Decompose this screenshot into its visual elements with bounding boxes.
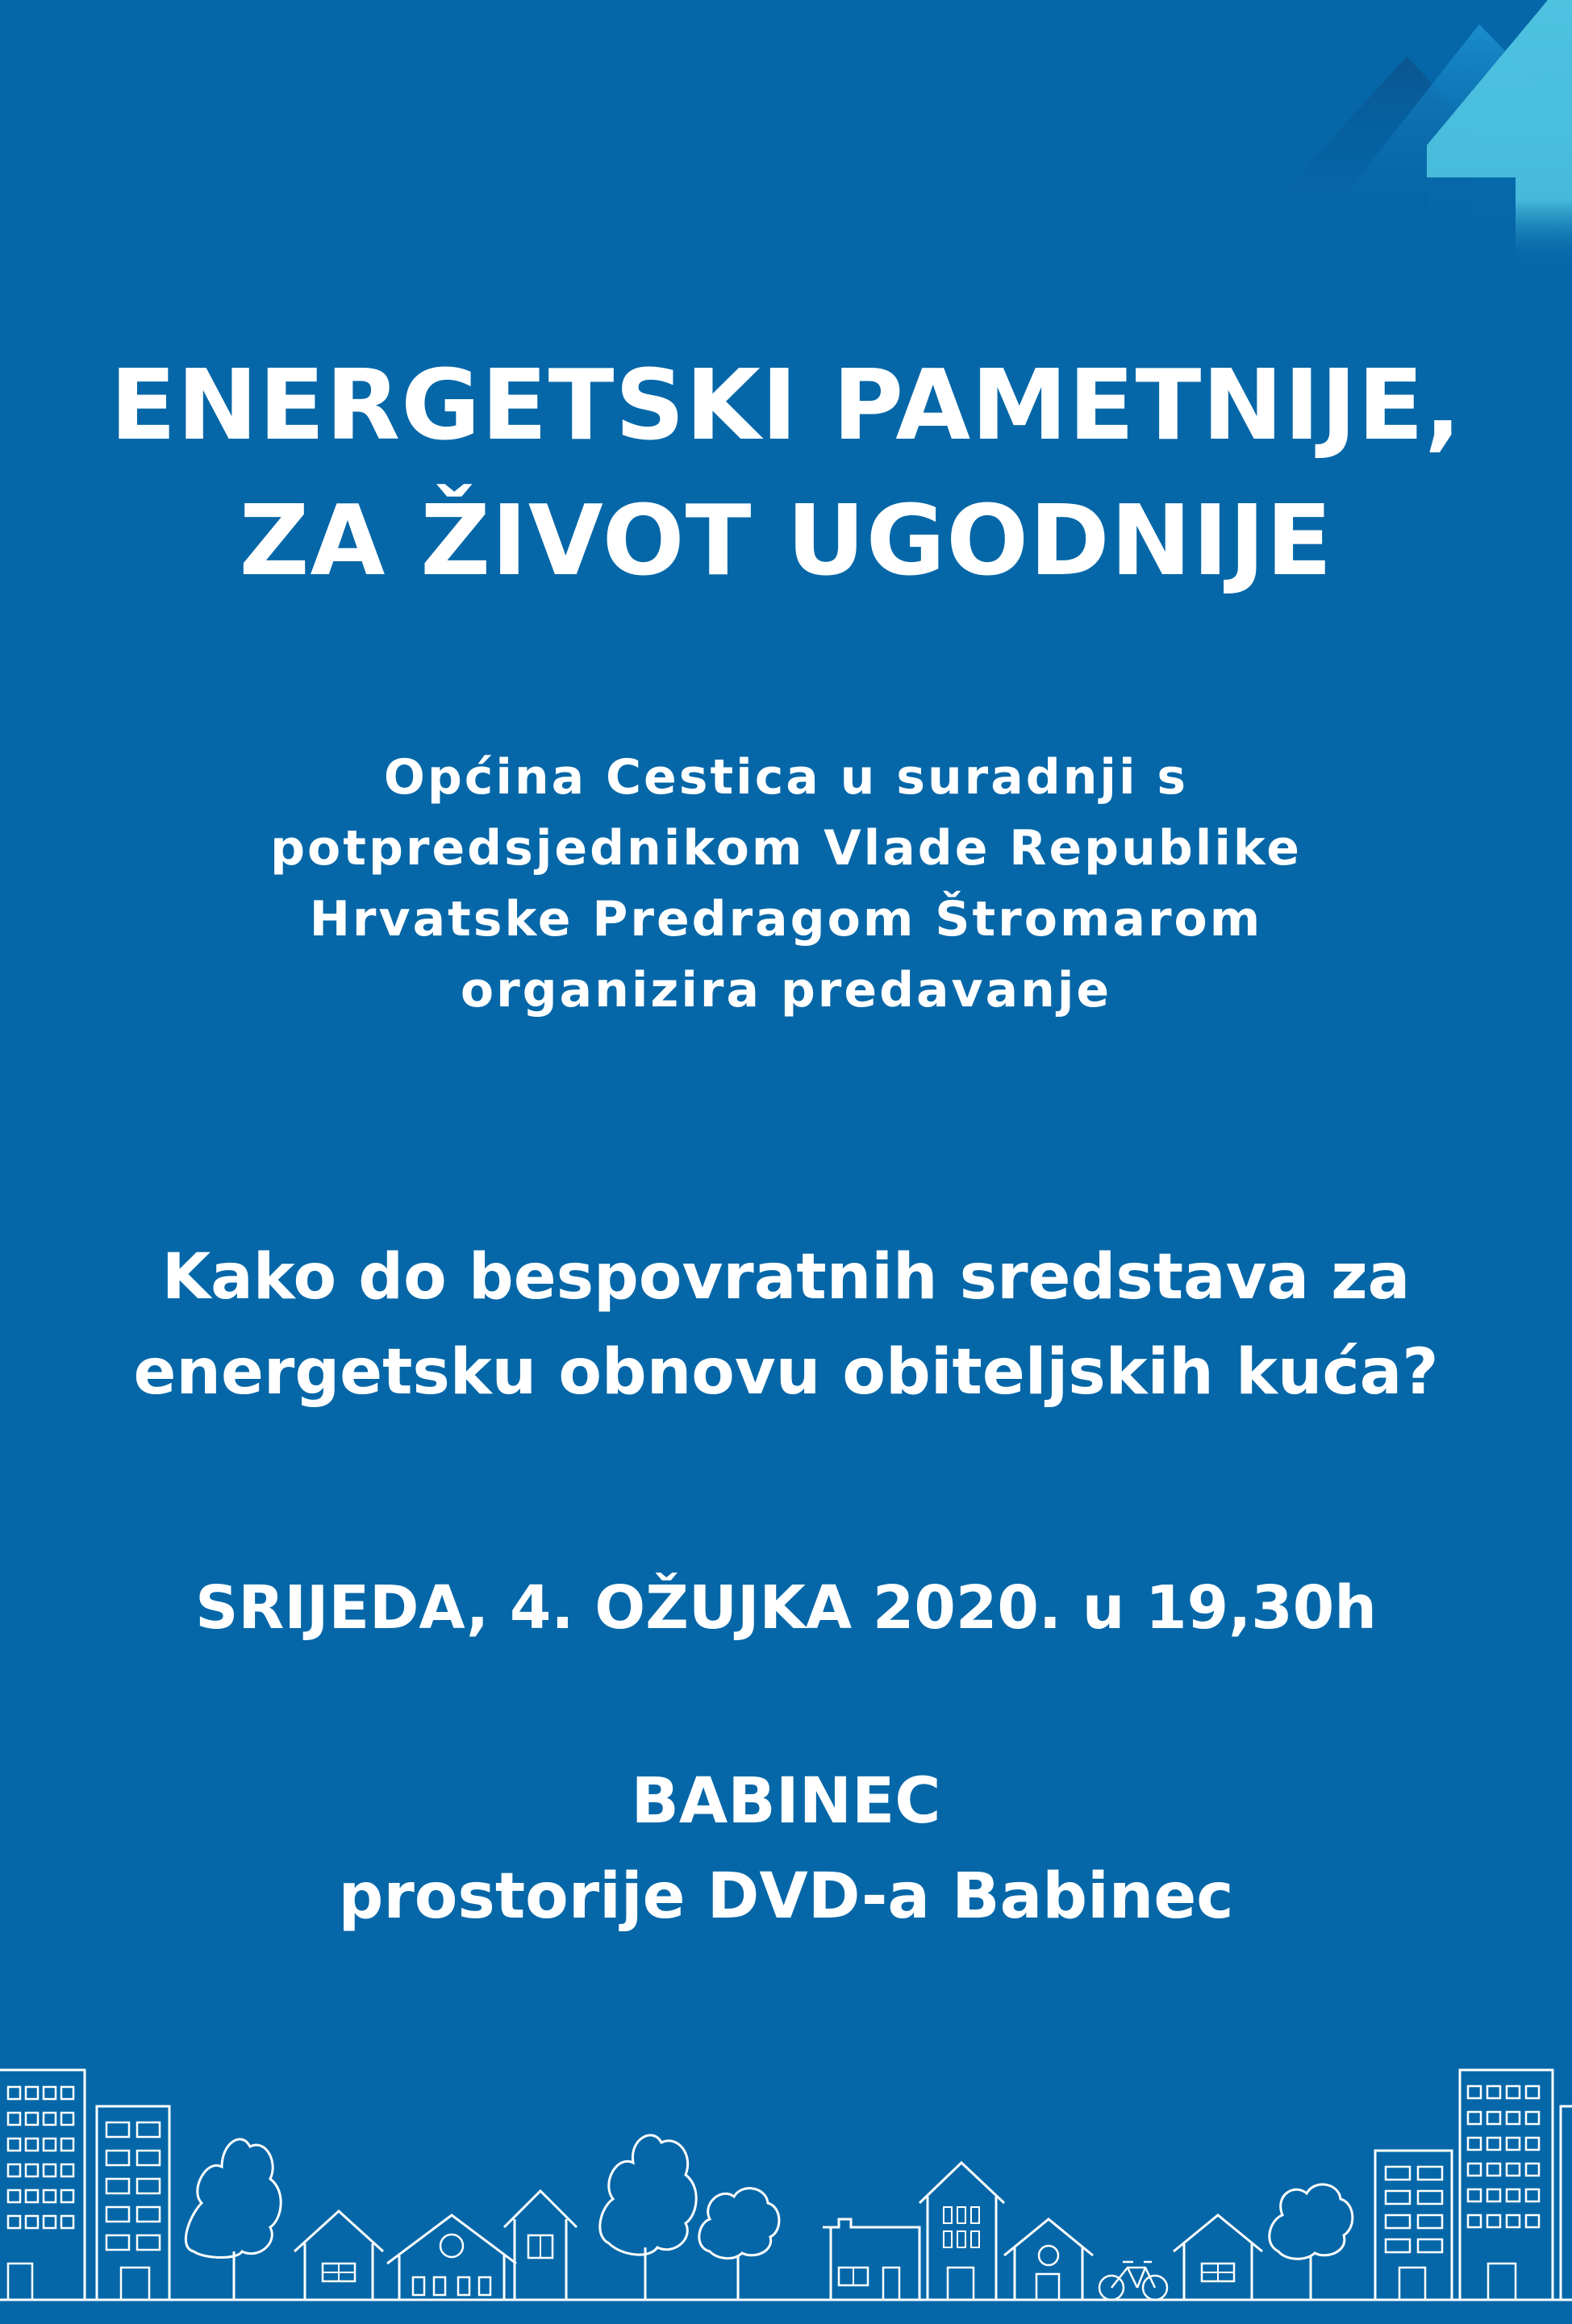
house-icon bbox=[504, 2191, 577, 2300]
house-arrows-decoration bbox=[1233, 0, 1572, 274]
headline bbox=[0, 339, 1572, 610]
headline-line-2: ZA ŽIVOT UGODNIJE bbox=[239, 485, 1333, 598]
house-icon bbox=[919, 2163, 1004, 2300]
house-icon bbox=[1174, 2215, 1262, 2300]
organizer-line-4: organizira predavanje bbox=[460, 962, 1112, 1018]
office-building-icon bbox=[1375, 2151, 1452, 2300]
tree-icon bbox=[600, 2135, 696, 2300]
venue-room: prostorije DVD-a Babinec bbox=[338, 1860, 1234, 1933]
topic-line-2: energetsku obnovu obiteljskih kuća? bbox=[133, 1336, 1439, 1409]
event-datetime: SRIJEDA, 4. OŽUJKA 2020. u 19,30h bbox=[195, 1573, 1377, 1643]
house-icon bbox=[294, 2211, 383, 2300]
house-icon bbox=[823, 2219, 919, 2300]
apartment-building-icon bbox=[1460, 2070, 1553, 2300]
organizer-line-2: potpredsjednikom Vlade Republike bbox=[270, 820, 1302, 877]
venue-place: BABINEC bbox=[631, 1765, 941, 1838]
organizer-text bbox=[0, 742, 1572, 1026]
tree-icon bbox=[186, 2139, 281, 2300]
headline-line-1: ENERGETSKI PAMETNIJE, bbox=[110, 350, 1462, 462]
house-icon bbox=[1004, 2219, 1093, 2300]
house-icon bbox=[387, 2215, 516, 2300]
event-venue bbox=[0, 1754, 1572, 1944]
town-skyline-illustration bbox=[0, 1985, 1572, 2324]
lecture-topic bbox=[0, 1230, 1572, 1420]
tree-icon bbox=[699, 2189, 779, 2300]
bicycle-icon bbox=[1099, 2262, 1167, 2300]
apartment-building-icon bbox=[0, 2070, 85, 2300]
tree-icon bbox=[1270, 2184, 1353, 2300]
office-building-icon bbox=[97, 2106, 169, 2300]
organizer-line-1: Općina Cestica u suradnji s bbox=[383, 749, 1189, 806]
topic-line-1: Kako do bespovratnih sredstava za bbox=[161, 1241, 1411, 1314]
organizer-line-3: Hrvatske Predragom Štromarom bbox=[309, 891, 1263, 948]
